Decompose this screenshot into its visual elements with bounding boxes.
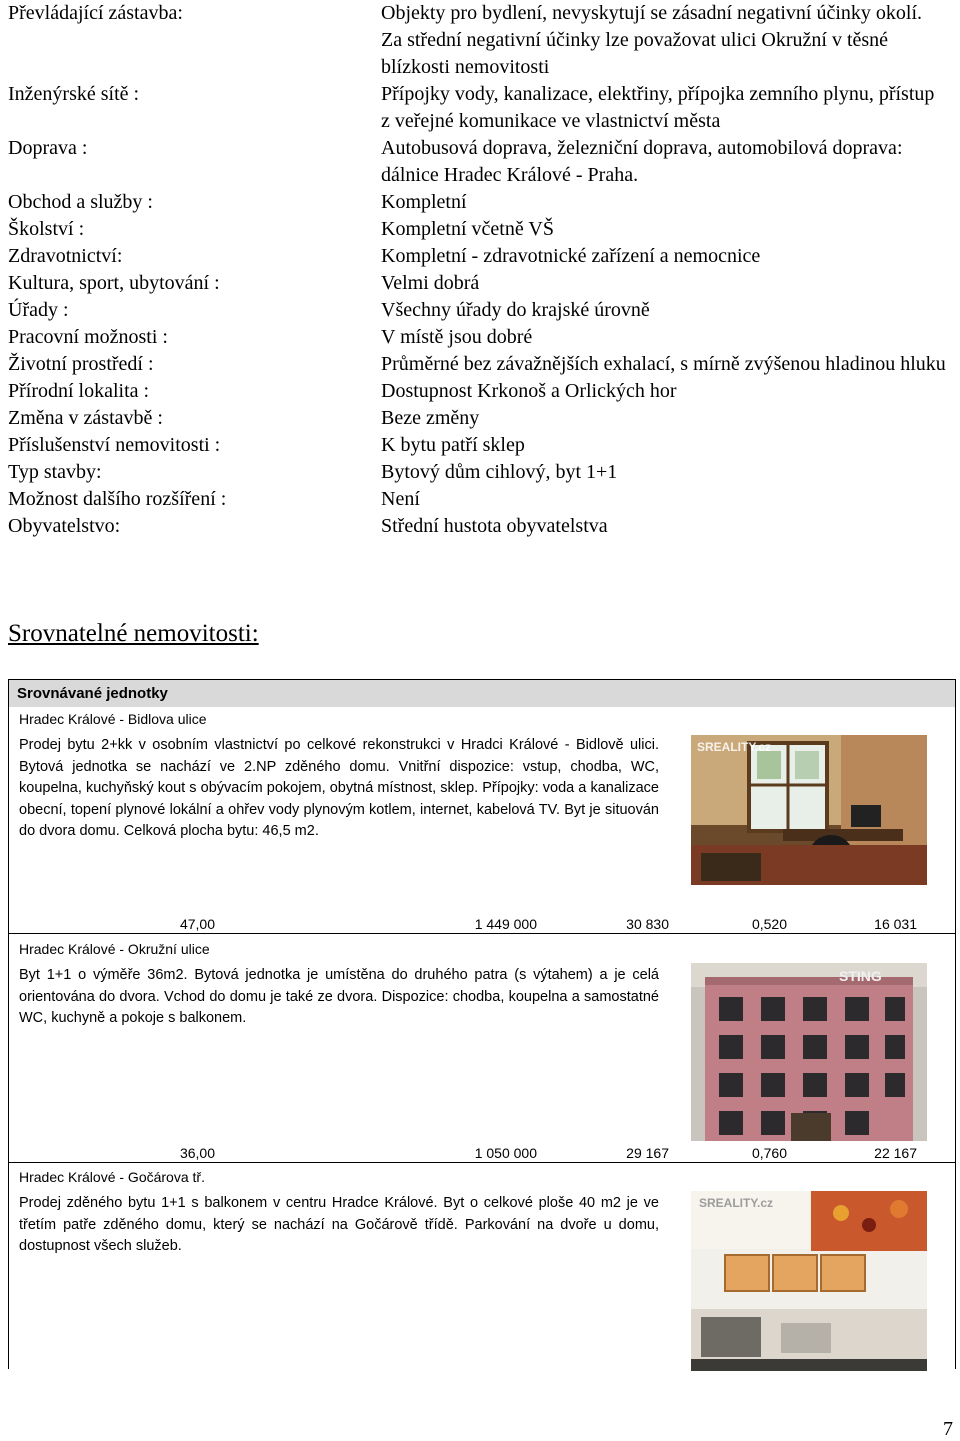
unit-title: Hradec Králové - Bidlova ulice bbox=[19, 711, 207, 727]
info-value: Kompletní včetně VŠ bbox=[381, 218, 554, 240]
stat-coefficient: 0,520 bbox=[751, 916, 787, 932]
unit-description: Byt 1+1 o výměře 36m2. Bytová jednotka je umístěna do druhého patra (s výtahem) a je celá orientována do dvora. Vchod do domu je také ze dvora. Dispozice: chodba, koupelna a samostatné WC, kuchyně a pokoje s balkonem. bbox=[19, 967, 659, 1026]
info-label: Změna v zástavbě : bbox=[8, 407, 163, 429]
unit-description: Prodej bytu 2+kk v osobním vlastnictví po celkové rekonstrukci v Hradci Králové - Bidlově ulici. Bytová jednotka se nachází ve 2.NP zděného domu. Vnitřní dispozice: vstup, chodba, WC, koupelna, kuchyňský kout s obývacím pokojem, obytná místnost, sklep. Přípojky: voda a kanalizace obecní, topení plynové lokální a ohřev vody plynovým kotlem, internet, kabelová TV. Byt je situován do dvora domu. Celková plocha bytu: 46,5 m2. bbox=[19, 737, 659, 839]
info-value: Bytový dům cihlový, byt 1+1 bbox=[381, 461, 618, 483]
info-value: K bytu patří sklep bbox=[381, 434, 525, 456]
building-photo-icon bbox=[691, 963, 927, 1141]
info-row bbox=[8, 81, 948, 135]
svg-text:SREALITY.cz: SREALITY.cz bbox=[697, 740, 772, 754]
comparables-box bbox=[8, 679, 956, 1369]
info-label: Kultura, sport, ubytování : bbox=[8, 272, 220, 294]
unit-description: Prodej zděného bytu 1+1 s balkonem v centru Hradce Králové. Byt o celkové ploše 40 m2 je ve třetím patře zděného domu, který se nachází na Gočárově třídě. Parkování na dvoře u domu, dostupnost všech služeb. bbox=[19, 1195, 659, 1254]
unit-stats-row bbox=[9, 1144, 955, 1163]
info-row bbox=[8, 405, 948, 432]
info-label: Životní prostředí : bbox=[8, 353, 154, 375]
info-row bbox=[8, 243, 948, 270]
unit-title: Hradec Králové - Okružní ulice bbox=[19, 941, 210, 957]
unit-photo-room bbox=[691, 735, 927, 885]
info-value: Průměrné bez závažnějších exhalací, s mírně zvýšenou hladinou hluku bbox=[381, 353, 946, 375]
info-label: Přírodní lokalita : bbox=[8, 380, 150, 402]
info-row bbox=[8, 324, 948, 351]
info-value: Autobusová doprava, železniční doprava, automobilová doprava: dálnice Hradec Králové - Praha. bbox=[381, 137, 903, 186]
stat-adjusted-price: 22 167 bbox=[874, 1145, 917, 1161]
info-label: Doprava : bbox=[8, 137, 88, 159]
info-row bbox=[8, 459, 948, 486]
section-title: Srovnatelné nemovitosti: bbox=[8, 620, 259, 647]
info-row bbox=[8, 135, 948, 189]
info-row bbox=[8, 486, 948, 513]
info-value: Kompletní bbox=[381, 191, 467, 213]
info-label: Obyvatelstvo: bbox=[8, 515, 121, 537]
info-value: Střední hustota obyvatelstva bbox=[381, 515, 608, 537]
info-row bbox=[8, 432, 948, 459]
info-label: Úřady : bbox=[8, 299, 69, 321]
svg-text:STING: STING bbox=[839, 968, 882, 984]
info-label: Obchod a služby : bbox=[8, 191, 153, 213]
kitchen-photo-icon bbox=[691, 1191, 927, 1371]
info-value: Přípojky vody, kanalizace, elektřiny, přípojka zemního plynu, přístup z veřejné komunikace ve vlastnictví města bbox=[381, 83, 935, 132]
unit-stats-row bbox=[9, 915, 955, 934]
info-value: Beze změny bbox=[381, 407, 480, 429]
svg-text:SREALITY.cz: SREALITY.cz bbox=[699, 1196, 774, 1210]
info-value: Velmi dobrá bbox=[381, 272, 480, 294]
info-row bbox=[8, 189, 948, 216]
stat-area: 47,00 bbox=[179, 916, 215, 932]
info-label: Inženýrské sítě : bbox=[8, 83, 140, 105]
unit-photo-building bbox=[691, 963, 927, 1141]
info-value: V místě jsou dobré bbox=[381, 326, 533, 348]
comparables-header: Srovnávané jednotky bbox=[9, 679, 955, 707]
info-label: Možnost dalšího rozšíření : bbox=[8, 488, 227, 510]
unit-photo-kitchen bbox=[691, 1191, 927, 1371]
info-row bbox=[8, 351, 948, 378]
info-value: Objekty pro bydlení, nevyskytují se zásadní negativní účinky okolí. Za střední negativní účinky lze považovat ulici Okružní v těsné blízkosti nemovitosti bbox=[381, 2, 923, 78]
info-value: Není bbox=[381, 488, 420, 510]
stat-coefficient: 0,760 bbox=[751, 1145, 787, 1161]
stat-area: 36,00 bbox=[179, 1145, 215, 1161]
info-label: Školství : bbox=[8, 218, 85, 240]
info-label: Zdravotnictví: bbox=[8, 245, 123, 267]
info-row bbox=[8, 216, 948, 243]
stat-price: 1 449 000 bbox=[474, 916, 537, 932]
page-number: 7 bbox=[943, 1418, 953, 1440]
unit-title: Hradec Králové - Gočárova tř. bbox=[19, 1169, 205, 1185]
info-row bbox=[8, 513, 948, 540]
stat-price-per-m2: 30 830 bbox=[626, 916, 669, 932]
info-value: Dostupnost Krkonoš a Orlických hor bbox=[381, 380, 677, 402]
info-row bbox=[8, 378, 948, 405]
stat-price: 1 050 000 bbox=[474, 1145, 537, 1161]
info-value: Kompletní - zdravotnické zařízení a nemocnice bbox=[381, 245, 761, 267]
stat-price-per-m2: 29 167 bbox=[626, 1145, 669, 1161]
info-label: Typ stavby: bbox=[8, 461, 102, 483]
room-photo-icon bbox=[691, 735, 927, 885]
stat-adjusted-price: 16 031 bbox=[874, 916, 917, 932]
info-label: Pracovní možnosti : bbox=[8, 326, 168, 348]
info-row bbox=[8, 0, 948, 81]
info-row bbox=[8, 270, 948, 297]
info-value: Všechny úřady do krajské úrovně bbox=[381, 299, 650, 321]
info-label: Převládající zástavba: bbox=[8, 2, 183, 24]
info-row bbox=[8, 297, 948, 324]
info-label: Příslušenství nemovitosti : bbox=[8, 434, 221, 456]
property-info-list bbox=[8, 0, 948, 540]
